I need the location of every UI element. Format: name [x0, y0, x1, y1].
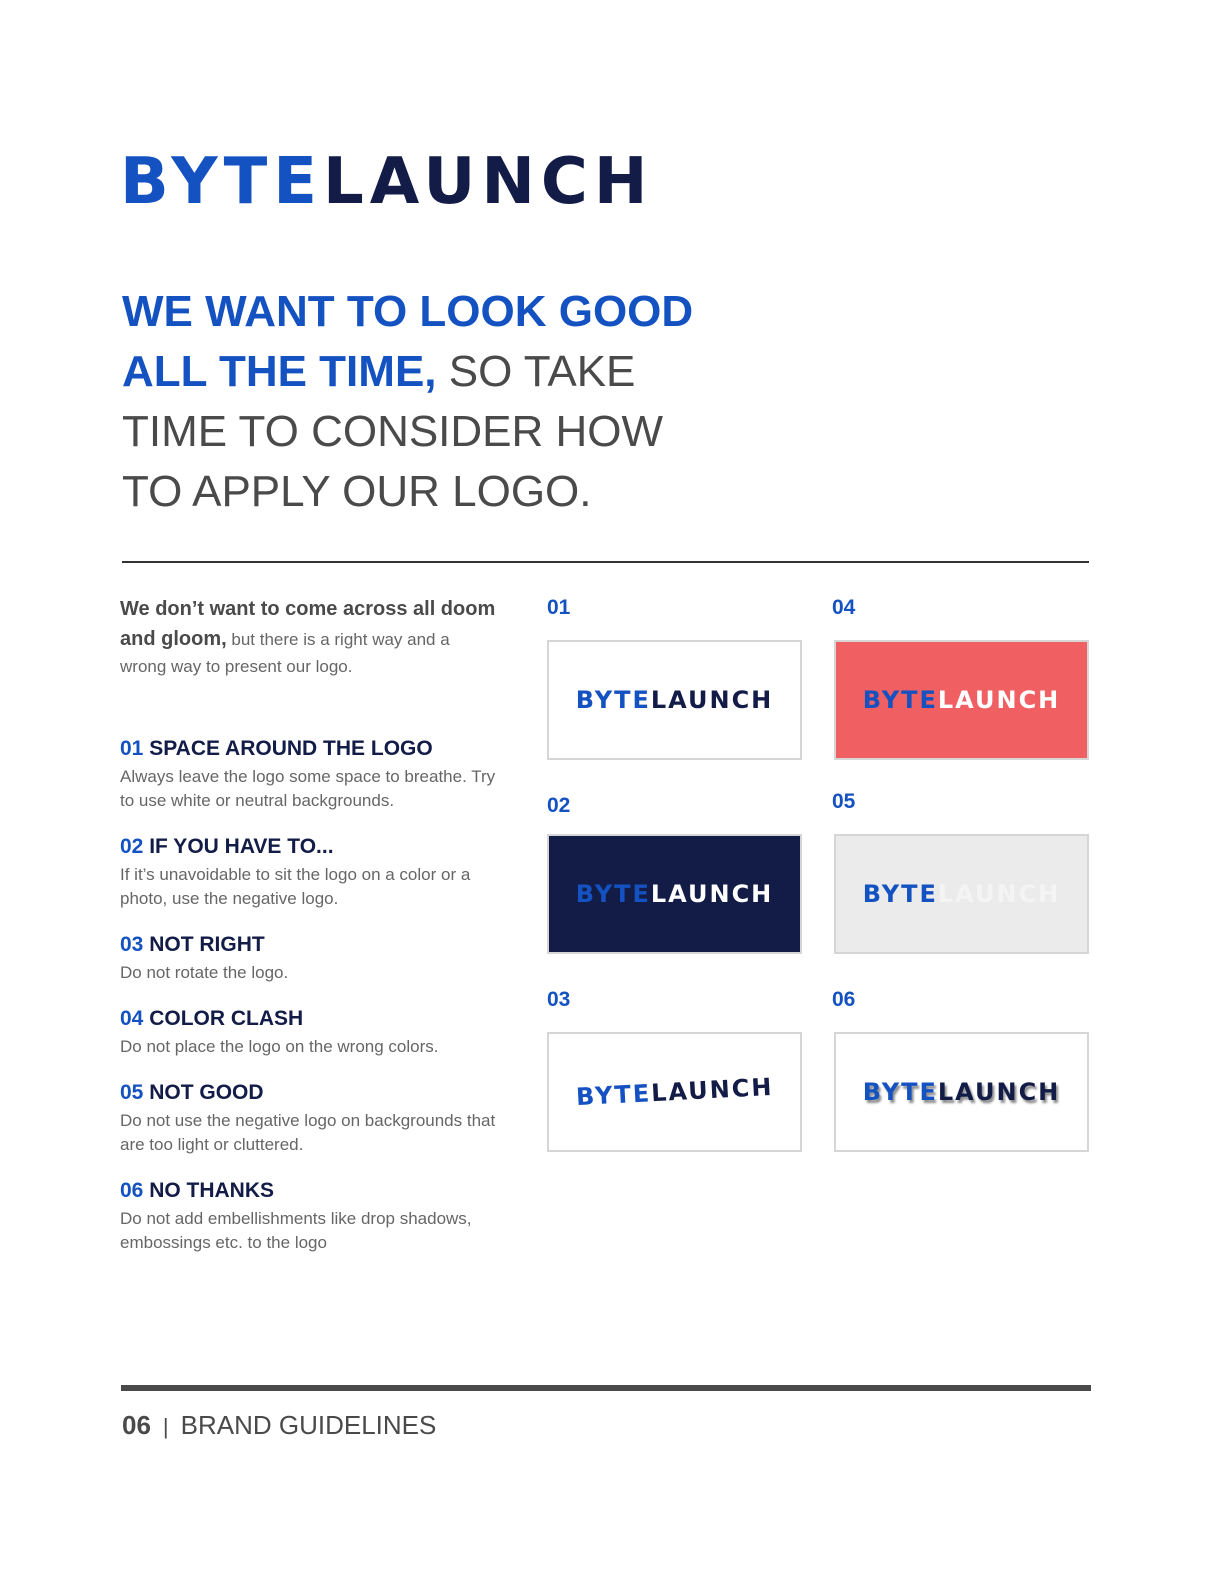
footer-divider: [121, 1385, 1091, 1391]
rule-description: Do not rotate the logo.: [120, 963, 289, 982]
headline-line3: TIME TO CONSIDER HOW: [122, 407, 664, 456]
rule-heading: NOT GOOD: [143, 1081, 264, 1104]
example-number: 04: [832, 596, 856, 619]
intro-lead: We don’t want to come across all doom and gloom,: [120, 598, 496, 650]
logo-launch: LAUNCH: [323, 145, 654, 219]
headline-line2-highlight: ALL THE TIME,: [122, 347, 437, 396]
example-logo-shadowed: [863, 1080, 1061, 1104]
headline-line4: TO APPLY OUR LOGO.: [122, 467, 592, 516]
example-number: 01: [547, 596, 571, 619]
logo-byte: BYTE: [862, 1078, 938, 1106]
rule-number: 06: [120, 1179, 144, 1202]
logo-launch: LAUNCH: [937, 880, 1061, 908]
rule-item: [120, 1177, 500, 1255]
rule-description: Do not use the negative logo on backgrounds that are too light or cluttered.: [120, 1111, 496, 1154]
rule-item: [120, 833, 500, 911]
rule-title: [120, 735, 500, 763]
rule-number: 01: [120, 737, 144, 760]
rule-item: [120, 931, 500, 985]
logo-launch: LAUNCH: [937, 1078, 1061, 1106]
example-box: [547, 834, 802, 954]
example-number: 05: [832, 790, 856, 813]
example-logo: [576, 688, 774, 712]
footer-separator: |: [162, 1414, 169, 1439]
rule-number: 04: [120, 1007, 144, 1030]
logo-byte: BYTE: [575, 686, 651, 714]
rule-number: 03: [120, 933, 144, 956]
logo-launch: LAUNCH: [650, 686, 774, 714]
rule-title: [120, 833, 500, 861]
headline-line2-rest: SO TAKE: [436, 347, 636, 396]
example-number: 06: [832, 988, 856, 1011]
rule-heading: IF YOU HAVE TO...: [143, 835, 334, 858]
example-number: 02: [547, 794, 571, 817]
logo-byte: BYTE: [862, 686, 938, 714]
logo-byte: BYTE: [120, 145, 323, 219]
example-logo: [576, 882, 774, 906]
logo-launch: LAUNCH: [937, 686, 1061, 714]
example-box: [547, 640, 802, 760]
rules-list: [120, 735, 500, 1275]
example-logo: [863, 882, 1061, 906]
logo-byte: BYTE: [575, 1079, 652, 1112]
rule-description: If it’s unavoidable to sit the logo on a color or a photo, use the negative logo.: [120, 865, 471, 908]
rule-heading: COLOR CLASH: [143, 1007, 304, 1030]
example-number: 03: [547, 988, 571, 1011]
top-divider: [122, 561, 1089, 563]
page-number: 06: [122, 1410, 151, 1440]
example-box: [547, 1032, 802, 1152]
logo-byte: BYTE: [575, 880, 651, 908]
rule-description: Do not add embellishments like drop shadows, embossings etc. to the logo: [120, 1209, 472, 1252]
rule-heading: SPACE AROUND THE LOGO: [143, 737, 433, 760]
headline-line1: WE WANT TO LOOK GOOD: [122, 287, 694, 336]
example-box: [834, 1032, 1089, 1152]
rule-title: [120, 1005, 500, 1033]
brand-logo: [120, 145, 654, 219]
rule-heading: NOT RIGHT: [143, 933, 265, 956]
footer-title: BRAND GUIDELINES: [180, 1410, 437, 1440]
headline: [122, 282, 762, 522]
rule-number: 02: [120, 835, 144, 858]
rule-item: [120, 735, 500, 813]
rule-description: Do not place the logo on the wrong colors.: [120, 1037, 439, 1056]
example-logo-rotated: [575, 1072, 774, 1112]
logo-launch: LAUNCH: [650, 1072, 774, 1108]
example-logo: [863, 688, 1061, 712]
rule-description: Always leave the logo some space to breathe. Try to use white or neutral backgrounds.: [120, 767, 496, 810]
logo-byte: BYTE: [862, 880, 938, 908]
rule-item: [120, 1079, 500, 1157]
rule-item: [120, 1005, 500, 1059]
rule-number: 05: [120, 1081, 144, 1104]
example-box: [834, 640, 1089, 760]
rule-title: [120, 931, 500, 959]
rule-heading: NO THANKS: [143, 1179, 275, 1202]
rule-title: [120, 1079, 500, 1107]
intro-text: [120, 594, 500, 681]
footer: [122, 1410, 436, 1441]
intro-tail: but there is a right way and a wrong way to present our logo.: [120, 630, 450, 676]
example-box: [834, 834, 1089, 954]
logo-launch: LAUNCH: [650, 880, 774, 908]
rule-title: [120, 1177, 500, 1205]
